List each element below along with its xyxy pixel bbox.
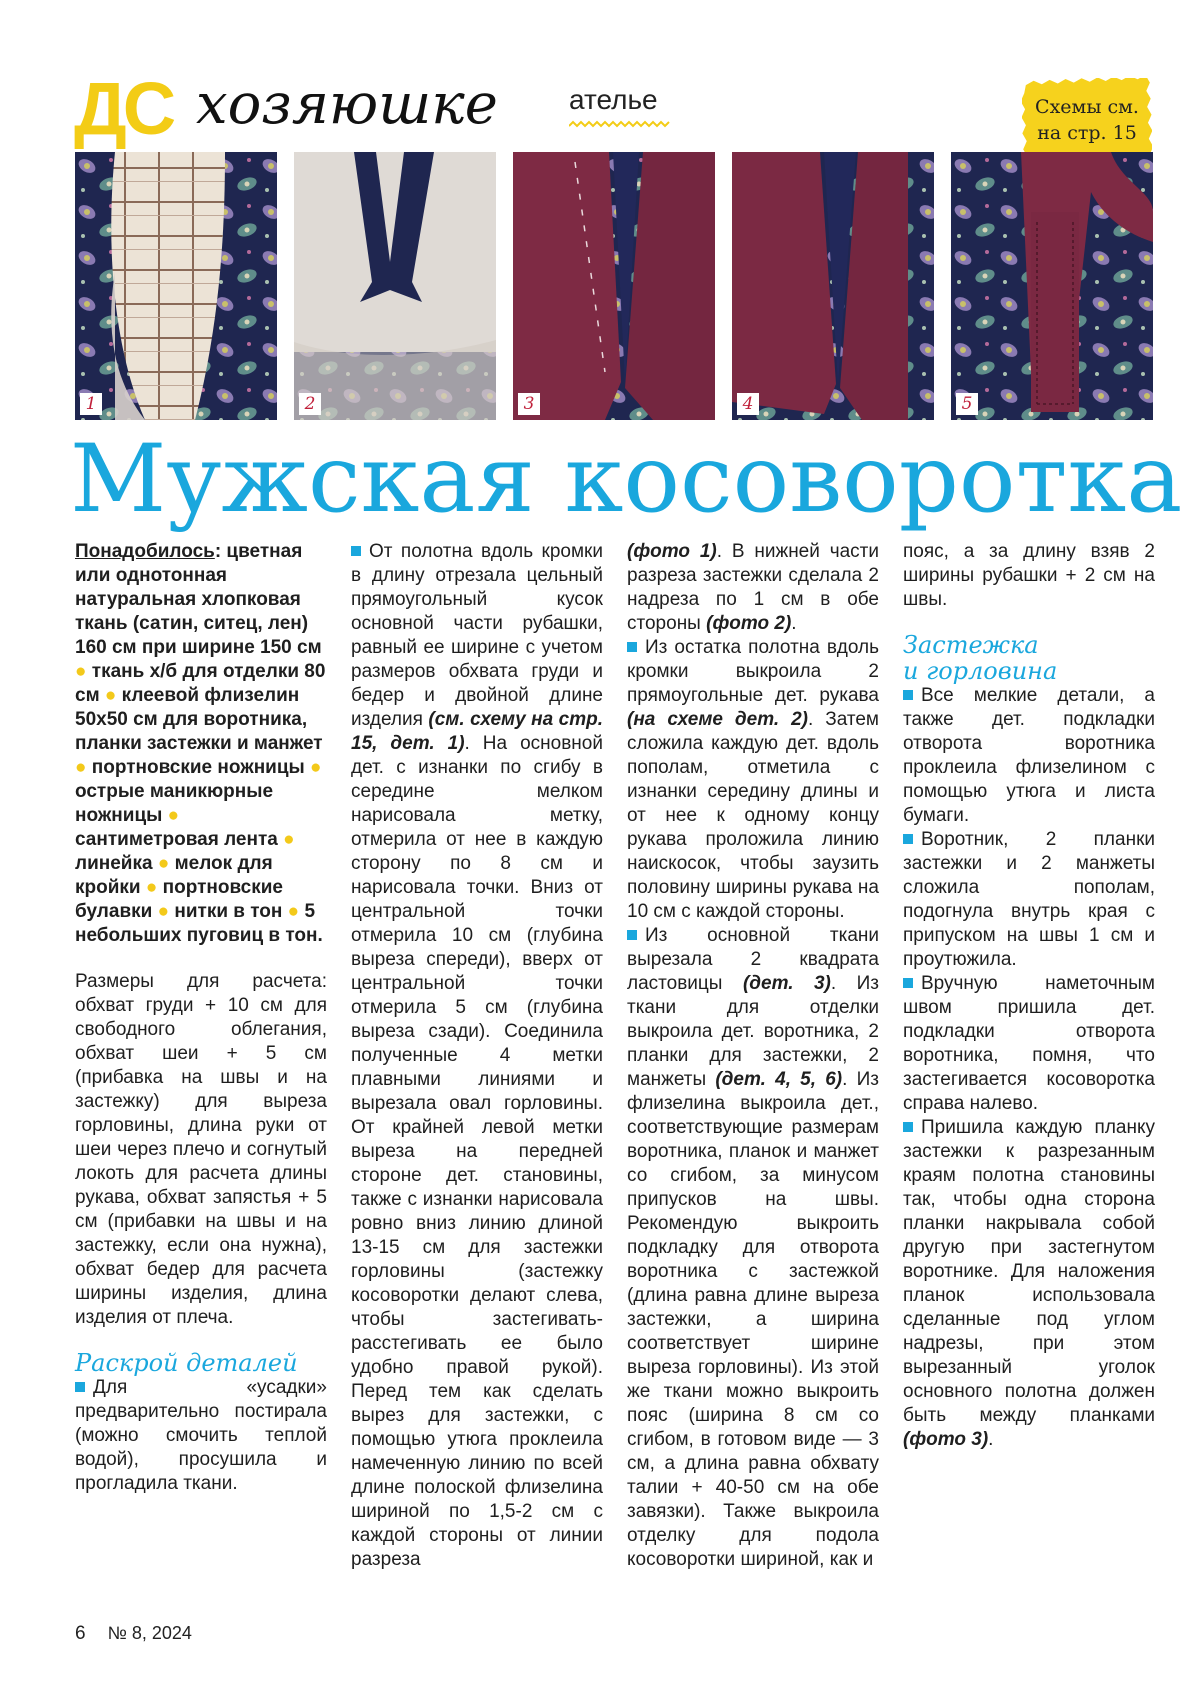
photo-2: [294, 152, 496, 420]
photo-2-image: [294, 152, 496, 420]
square-bullet: [627, 642, 637, 652]
bullet-dot: ●: [283, 829, 295, 850]
photo-reference: (фото 1): [627, 541, 717, 562]
page-footer: [75, 1622, 192, 1645]
page-number: 6: [75, 1623, 86, 1644]
square-bullet: [903, 834, 913, 844]
bullet-dot: ●: [167, 805, 180, 826]
subsection-title: ателье: [569, 84, 658, 115]
photo-number: 3: [518, 393, 540, 415]
subheading-cutting: Раскрой деталей: [75, 1349, 298, 1377]
material-item: линейка: [75, 853, 153, 874]
photo-reference: (фото 2): [706, 613, 792, 634]
photo-number: 1: [80, 393, 102, 415]
bullet-dot: ●: [157, 853, 170, 874]
square-bullet: [903, 690, 913, 700]
bullet-dot: ●: [310, 757, 322, 778]
bullet-dot: ●: [157, 901, 170, 922]
material-item: мелок для кройки: [75, 853, 273, 898]
issue-number: № 8, 2024: [107, 1623, 192, 1643]
square-bullet: [627, 930, 637, 940]
bullet-dot: ●: [75, 661, 87, 682]
photo-reference: (фото 3): [903, 1429, 989, 1450]
photo-1: [75, 152, 277, 420]
material-item: острые маникюрные ножницы: [75, 781, 274, 826]
material-item: 5 небольших пуговиц в тон.: [75, 901, 323, 946]
scheme-reference: (см. схему на стр. 15, дет. 1): [351, 709, 603, 754]
badge-line-2: на стр. 15: [1037, 122, 1137, 144]
paragraph: Вручную наметочным швом пришила дет. подкладки отворота воротника, помня, что застегивается косоворотка справа налево.: [903, 973, 1155, 1114]
photo-number: 2: [299, 393, 321, 415]
zigzag-decoration: [569, 120, 671, 128]
material-item: портновские ножницы: [91, 757, 305, 778]
brand-logo: ДС: [74, 67, 173, 150]
column-2: [351, 540, 603, 1572]
scheme-reference: (дет. 3): [742, 973, 831, 994]
scheme-reference: (на схеме дет. 2): [627, 709, 808, 730]
photo-3: [513, 152, 715, 420]
square-bullet: [903, 1122, 913, 1132]
paragraph: От полотна вдоль кромки в длину отрезала цельный прямоугольный кусок основной части рубашки, равный ее ширине с учетом размеров обхвата груди и бедер и двойной длине изделия (см. схему на стр. 15, дет. 1). На основной дет. с изнанки по сгибу в середине мелком нарисовала метку, отмерила от нее в каждую сторону по 8 см и нарисовала точки. Вниз от центральной точки отмерила 10 см (глубина выреза спереди), вверх от центральной точки отмерила 5 см (глубина выреза сзади). Соединила полученные 4 метки плавными линиями и вырезала овал горловины. От крайней левой метки выреза на передней стороне дет. становины, также с изнанки нарисовала ровно вниз линию длиной 13-15 см для застежки горловины (застежку косоворотки делают слева, чтобы застегивать-расстегивать ее было удобно правой рукой). Перед тем как сделать вырез для застежки, с помощью утюга проклеила намеченную линию по всей длине полоской флизелина шириной по 1,5-2 см с каждой стороны от линии разреза: [351, 541, 603, 1570]
material-item: ткань х/б для отделки 80 см: [75, 661, 326, 706]
subheading-closure: Застежка и горловина: [903, 631, 1058, 685]
square-bullet: [351, 546, 361, 556]
photo-1-image: [75, 152, 277, 420]
paragraph: Из основной ткани вырезала 2 квадрата ластовицы (дет. 3). Из ткани для отделки выкроила дет. воротника, 2 планки для застежки, 2 манжеты (дет. 4, 5, 6). Из флизелина выкроила дет., соответствующие размерам воротника, планок и манжет со сгибом, за минусом припусков на швы. Рекомендую выкроить подкладку для отворота воротника с застежкой (длина равна длине выреза застежки, а ширина соответствует ширине выреза горловины). Из этой же ткани можно выкроить пояс (ширина 8 см со сгибом, в готовом виде — 3 см, а длина равна обхвату талии + 40-50 см на обе завязки). Также выкроила отделку для подола косоворотки шириной, как и: [627, 925, 880, 1570]
material-item: сантиметровая лента: [75, 829, 278, 850]
material-item: портновские булавки: [75, 877, 283, 922]
paragraph: Воротник, 2 планки застежки и 2 манжеты сложила пополам, подогнула внутрь края с припуском на швы 1 см и проутюжила.: [903, 829, 1155, 970]
photo-5: [951, 152, 1153, 420]
section-title: хозяюшке: [196, 72, 498, 137]
sizes-paragraph: Размеры для расчета: обхват груди + 10 см для свободного облегания, обхват шеи + 5 см (прибавка на швы и на застежку) для выреза горловины, длина руки от шеи через плечо и согнутый локоть для расчета длины рукава, обхват запястья + 5 см (прибавки на швы и на застежку, если она нужна), обхват бедер для расчета ширины изделия, длина изделия от плеча.: [75, 971, 327, 1328]
bullet-dot: ●: [75, 757, 87, 778]
photo-number: 4: [737, 393, 759, 415]
photo-3-image: [513, 152, 715, 420]
photo-4-image: [732, 152, 934, 420]
square-bullet: [903, 978, 913, 988]
scheme-reference: (дет. 4, 5, 6): [715, 1069, 843, 1090]
paragraph: Все мелкие детали, а также дет. подкладки отворота воротника проклеила флизелином с помощью утюга и листа бумаги.: [903, 685, 1155, 826]
material-item: нитки в тон: [174, 901, 283, 922]
bullet-dot: ●: [145, 877, 158, 898]
photo-strip: [75, 152, 1153, 420]
paragraph-continued: пояс, а за длину взяв 2 ширины рубашки + 2 см на швы.: [903, 541, 1155, 610]
badge-line-1: Схемы см.: [1035, 96, 1139, 118]
photo-number: 5: [956, 393, 978, 415]
square-bullet: [75, 1382, 85, 1392]
paragraph: Из остатка полотна вдоль кромки выкроила 2 прямоугольные дет. рукава (на схеме дет. 2). Затем сложила каждую дет. вдоль пополам, отметила с изнанки середину длины и от нее к одному концу рукава проложила линию наискосок, чтобы заузить половину ширины рукава на 10 см с каждой стороны.: [627, 637, 879, 922]
materials-list: [75, 540, 327, 948]
photo-5-image: [951, 152, 1153, 420]
article-title: Мужская косоворотка: [70, 425, 1183, 534]
paragraph-continued: (фото 1). В нижней части разреза застежки сделала 2 надреза по 1 см в обе стороны (фото 2).: [627, 541, 879, 634]
bullet-dot: ●: [287, 901, 300, 922]
material-item: клеевой флизелин 50х50 см для воротника, планки застежки и манжет: [75, 685, 323, 754]
paragraph: Для «усадки» предварительно постирала (можно смочить теплой водой), просушила и прогладила ткани.: [75, 1377, 327, 1494]
materials-label: Понадобилось: [75, 541, 215, 562]
photo-4: [732, 152, 934, 420]
column-1: [75, 540, 327, 1496]
bullet-dot: ●: [104, 685, 117, 706]
column-4: [903, 540, 1155, 1452]
column-3: [627, 540, 879, 1572]
material-item: : цветная или однотонная натуральная хлопковая ткань (сатин, ситец, лен) 160 см при ширине 150 см: [75, 541, 322, 658]
paragraph: Пришила каждую планку застежки к разрезанным краям полотна становины так, чтобы одна сторона планки накрывала собой другую при застегнутом воротнике. Для наложения планок использовала сделанные под углом надрезы, при этом вырезанный уголок основного полотна должен быть между планками (фото 3).: [903, 1117, 1155, 1450]
